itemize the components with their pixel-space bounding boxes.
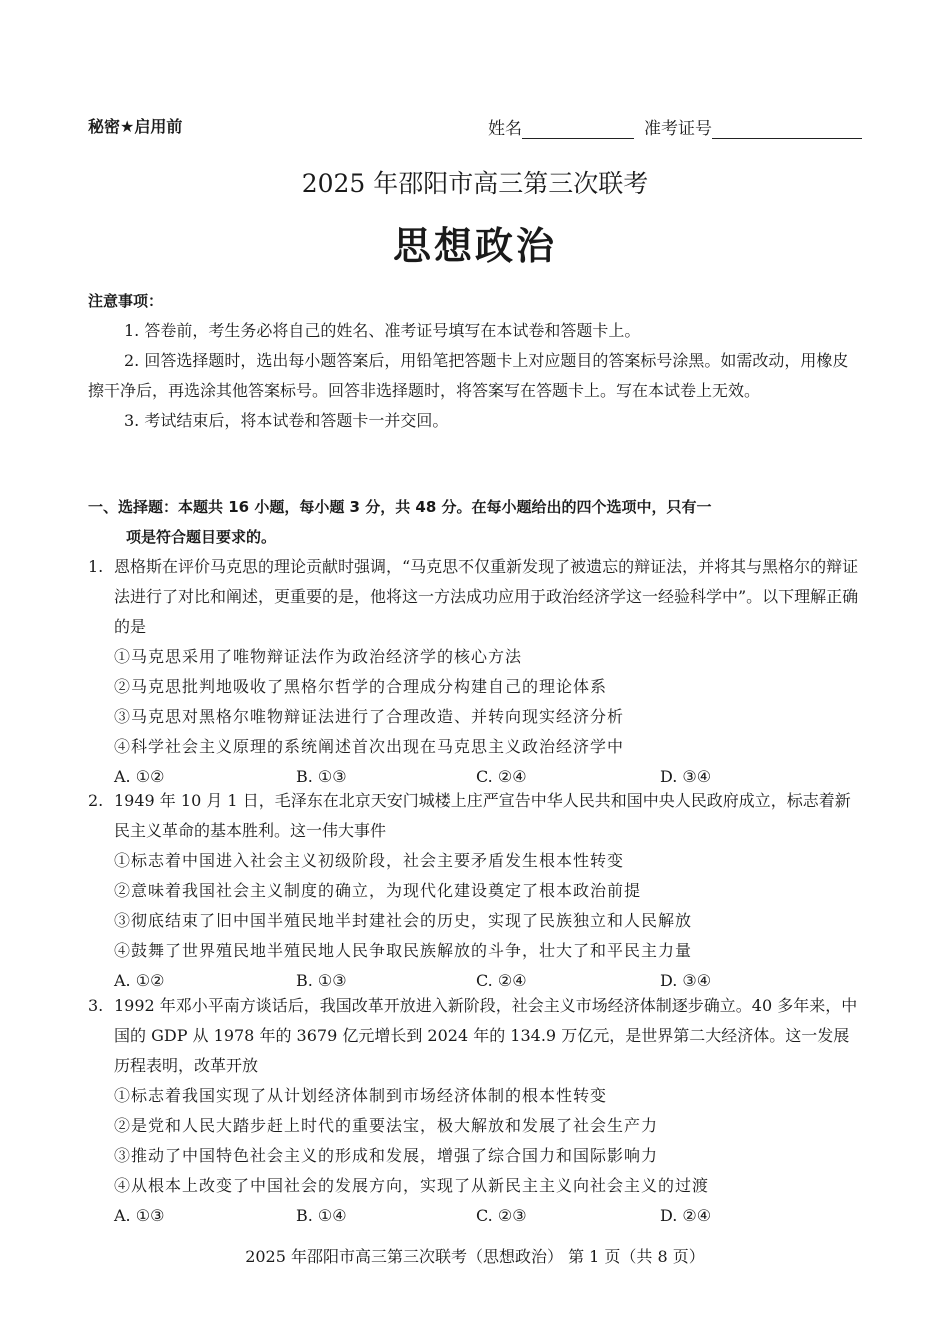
choice-b: B. ①③ — [296, 767, 347, 786]
note-item: 3. 考试结束后，将本试卷和答题卡一并交回。 — [124, 411, 449, 430]
name-blank — [522, 120, 634, 139]
choice-d: D. ③④ — [660, 767, 712, 786]
statement-option: ③马克思对黑格尔唯物辩证法进行了合理改造、并转向现实经济分析 — [114, 707, 625, 726]
exam-title: 2025 年邵阳市高三第三次联考 — [301, 169, 649, 198]
notes-list — [88, 316, 863, 436]
statement-option: ①马克思采用了唯物辩证法作为政治经济学的核心方法 — [114, 647, 523, 666]
choice-d: D. ②④ — [660, 1206, 712, 1225]
section-line: 项是符合题目要求的。 — [126, 528, 277, 546]
question-stem: 1949 年 10 月 1 日，毛泽东在北京天安门城楼上庄严宣告中华人民共和国中央人民政府成立，标志着新民主义革命的基本胜利。这一伟大事件 — [114, 791, 851, 840]
choice-b: B. ①④ — [296, 1206, 347, 1225]
question-1 — [88, 552, 863, 792]
note-item: 1. 答卷前，考生务必将自己的姓名、准考证号填写在本试卷和答题卡上。 — [124, 321, 641, 340]
choice-a: A. ①② — [114, 971, 165, 990]
candidate-fields — [488, 114, 862, 139]
subject-title: 思想政治 — [392, 223, 557, 268]
page-footer: 2025 年邵阳市高三第三次联考（思想政治） 第 1 页（共 8 页） — [245, 1247, 705, 1266]
choice-a: A. ①③ — [114, 1206, 165, 1225]
id-label: 准考证号 — [644, 119, 712, 139]
question-stem: 1992 年邓小平南方谈话后，我国改革开放进入新阶段，社会主义市场经济体制逐步确立。40 多年来，中国的 GDP 从 1978 年的 3679 亿元增长到 2024 年的 134.9 万亿元，是世界第二大经济体。这一发展历程表明，改革开放 — [114, 996, 858, 1075]
question-number: 3. — [88, 996, 104, 1015]
choice-c: C. ②③ — [476, 1206, 527, 1225]
statement-option: ④鼓舞了世界殖民地半殖民地人民争取民族解放的斗争，壮大了和平民主力量 — [114, 941, 693, 960]
statement-option: ①标志着中国进入社会主义初级阶段，社会主要矛盾发生根本性转变 — [114, 851, 625, 870]
statement-option: ④科学社会主义原理的系统阐述首次出现在马克思主义政治经济学中 — [114, 737, 625, 756]
statement-option: ①标志着我国实现了从计划经济体制到市场经济体制的根本性转变 — [114, 1086, 608, 1105]
note-item: 2. 回答选择题时，选出每小题答案后，用铅笔把答题卡上对应题目的答案标号涂黑。如需改动，用橡皮擦干净后，再选涂其他答案标号。回答非选择题时，将答案写在答题卡上。写在本试卷上无效。 — [88, 351, 849, 400]
question-number: 2. — [88, 791, 104, 810]
question-3 — [88, 991, 863, 1231]
choice-a: A. ①② — [114, 767, 165, 786]
statement-option: ②意味着我国社会主义制度的确立，为现代化建设奠定了根本政治前提 — [114, 881, 642, 900]
statement-option: ③推动了中国特色社会主义的形成和发展，增强了综合国力和国际影响力 — [114, 1146, 659, 1165]
section-line: 一、选择题：本题共 16 小题，每小题 3 分，共 48 分。在每小题给出的四个选项中，只有一 — [88, 498, 712, 516]
secret-label: 秘密★启用前 — [88, 117, 183, 136]
choice-c: C. ②④ — [476, 971, 527, 990]
choice-b: B. ①③ — [296, 971, 347, 990]
answer-choices — [114, 1201, 863, 1231]
choice-d: D. ③④ — [660, 971, 712, 990]
statement-option: ②马克思批判地吸收了黑格尔哲学的合理成分构建自己的理论体系 — [114, 677, 608, 696]
choice-c: C. ②④ — [476, 767, 527, 786]
statement-option: ④从根本上改变了中国社会的发展方向，实现了从新民主主义向社会主义的过渡 — [114, 1176, 710, 1195]
name-label: 姓名 — [488, 119, 522, 139]
section-heading — [88, 492, 863, 552]
id-blank — [712, 120, 862, 139]
question-2 — [88, 786, 863, 996]
statement-option: ③彻底结束了旧中国半殖民地半封建社会的历史，实现了民族独立和人民解放 — [114, 911, 693, 930]
notes-heading: 注意事项： — [88, 292, 164, 310]
statement-option: ②是党和人民大踏步赶上时代的重要法宝，极大解放和发展了社会生产力 — [114, 1116, 659, 1135]
question-number: 1. — [88, 557, 104, 576]
header-line — [88, 114, 862, 140]
question-stem: 恩格斯在评价马克思的理论贡献时强调，“马克思不仅重新发现了被遗忘的辩证法，并将其与黑格尔的辩证法进行了对比和阐述，更重要的是，他将这一方法成功应用于政治经济学这一经验科学中”。以下理解正确的是 — [114, 557, 859, 636]
